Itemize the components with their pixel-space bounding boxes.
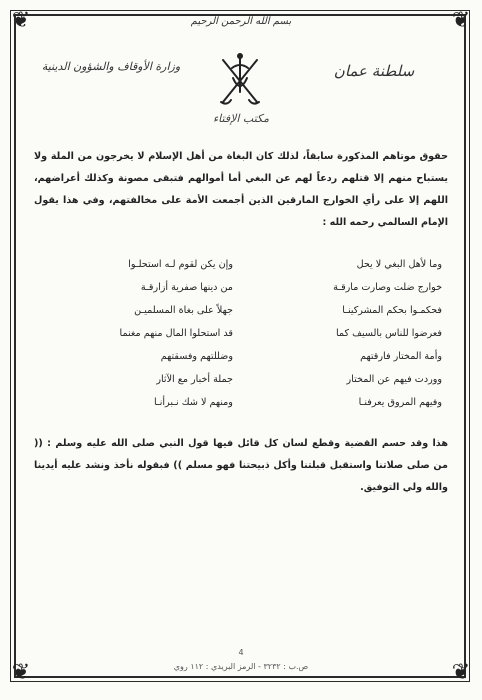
verse-line <box>40 253 442 276</box>
verse-hemistich-first: وفيهم المروق يعرفنـا <box>358 397 442 408</box>
verse-hemistich-second: جهلاً على بغاة المسلميـن <box>134 305 233 316</box>
country-name: سلطنة عمان <box>333 62 415 80</box>
verse-hemistich-first: فعرضوا للناس بالسيف كما <box>336 328 442 339</box>
verse-line <box>40 299 442 322</box>
paragraph-conclusion: هذا وقد حسم القضية وقطع لسان كل قائل فيها قول النبي صلى الله عليه وسلم : (( من صلى صلاتنا واستقبل قبلتنا وأكل ذبيحتنا فهو مسلم )) فبقوله نأخذ ونشد عليه أيدينا والله ولي التوفيق. <box>34 438 448 493</box>
verse-hemistich-first: وأمة المختار فارقتهم <box>360 351 442 362</box>
footer-address: ص.ب : ٣٢٣٢ - الرمز البريدي : ١١٢ روي <box>173 662 309 671</box>
corner-ornament-icon: ❦ <box>451 8 471 33</box>
verse-hemistich-second: وضللتهم وفسقتهم <box>160 351 233 362</box>
verse-line <box>40 391 442 414</box>
office-name: مكتب الإفتاء <box>212 112 269 125</box>
verse-line <box>40 276 442 299</box>
verse-hemistich-second: جملة أخبار مع الآثار <box>156 374 233 385</box>
verse-line <box>40 322 442 345</box>
corner-ornament-icon: ❦ <box>11 8 31 33</box>
verse-hemistich-first: وما لأهل البغي لا يحل <box>356 259 442 270</box>
verse-hemistich-first: ووردت فيهم عن المختار <box>346 374 442 385</box>
verse-hemistich-second: من دينها صفرية أزارقـة <box>140 282 233 293</box>
ministry-name: وزارة الأوقاف والشؤون الدينية <box>41 60 181 73</box>
verse-hemistich-second: ومنهم لا شك نـبرأنـا <box>153 397 233 408</box>
verse-hemistich-second: قد استحلوا المال منهم مغنما <box>119 328 233 339</box>
corner-ornament-icon: ❦ <box>11 660 31 685</box>
verse-line <box>40 368 442 391</box>
verse-hemistich-first: خوارج ضلت وصارت مارقـة <box>333 282 442 293</box>
verse-hemistich-first: فحكمـوا بحكم المشركينـا <box>342 305 442 316</box>
verse-hemistich-second: وإن يكن لقوم لـه استحلـوا <box>128 259 233 270</box>
corner-ornament-icon: ❦ <box>451 660 471 685</box>
verse-line <box>40 345 442 368</box>
paragraph-intro: حقوق موتاهم المذكورة سابقاً، لذلك كان البغاة من أهل الإسلام لا يخرجون من الملة ولا يستباح منهم إلا قتلهم ردعاً لهم عن البغي أما أموالهم فتبقى مصونة وكذلك أعراضهم، اللهم إلا على رأي الخوارج المارقين الذين أجمعت الأمة على مخالفتهم، وفي هذا يقول الإمام السالمي رحمه الله : <box>34 151 448 228</box>
page-number: 4 <box>238 648 244 657</box>
poem-verses <box>40 253 442 414</box>
national-emblem-icon <box>215 48 265 110</box>
basmala: بسم الله الرحمن الرحيم <box>190 16 292 27</box>
